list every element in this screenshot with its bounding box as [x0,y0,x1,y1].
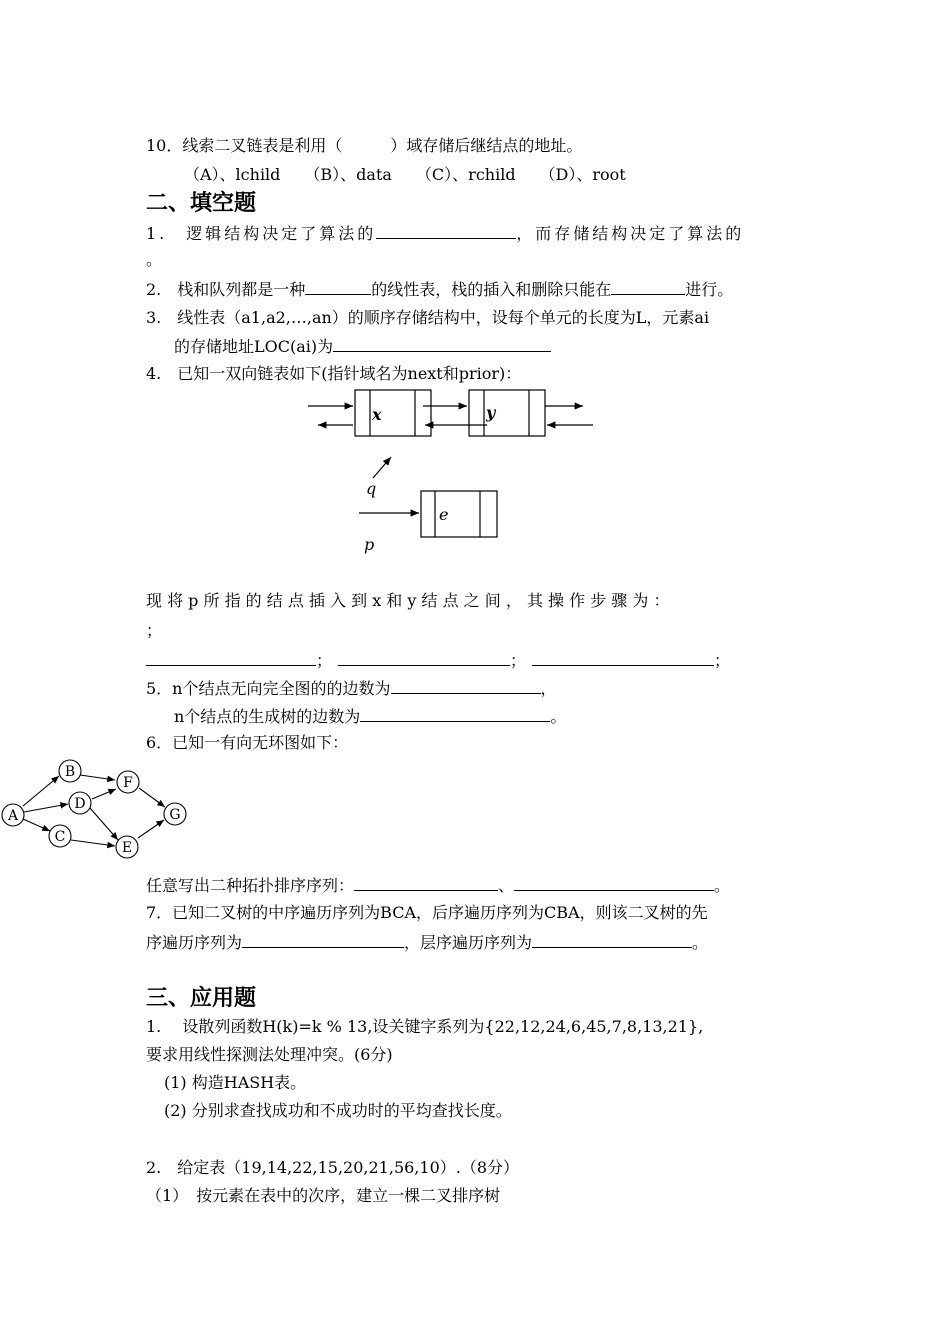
fill-q7-line1: 7．已知二叉树的中序遍历序列为BCA，后序遍历序列为CBA，则该二叉树的先 [146,903,708,922]
node-d-label: D [74,796,86,812]
app-q1-line1: 1. 设散列函数H(k)=k % 13,设关键字系列为{22,12,24,6,45,7,8,13,21}, [146,1017,704,1036]
answer-blank[interactable] [376,222,516,239]
fill-q4-desc: 现 将 p 所 指 的 结 点 插 入 到 x 和 y 结 点 之 间 ， 其 操 作 步 骤 为 ： [146,591,670,610]
q10-text: 10．线索二叉链表是利用（ ）域存储后继结点的地址。 [146,136,583,155]
answer-blank[interactable] [242,931,404,948]
answer-blank[interactable] [611,278,685,295]
fill-q4-blanks: ； ； ； [146,649,730,671]
node-a-label: A [7,808,19,824]
edge-b-f [80,775,115,780]
node-f-label: F [123,775,133,791]
edge-a-c [23,819,50,831]
fill-q4-semicolon: ； [146,621,163,640]
edge-e-g [138,820,164,838]
q10-options: （A）、lchild （B）、data （C）、rchild （D）、root [184,165,626,184]
edge-c-e [71,840,115,846]
label-p: p [364,535,375,554]
app-q2-line1: 2. 给定表（19,14,22,15,20,21,56,10）.（8分） [146,1158,520,1177]
fill-q6-answer: 任意写出二种拓扑排序序列： 、 。 [146,876,731,895]
node-g-label: G [169,807,181,823]
fill-q7-line2: 序遍历序列为 ，层序遍历序列为 。 [146,933,709,952]
answer-blank[interactable] [532,931,692,948]
label-q: q [366,479,377,498]
fill-q5-line1: 5．n个结点无向完全图的的边数为 ， [146,679,557,698]
app-q1-part2: (2) 分别求查找成功和不成功时的平均查找长度。 [164,1101,512,1120]
fill-q1-end: 。 [146,250,163,269]
app-q1-line2: 要求用线性探测法处理冲突。(6分) [146,1045,393,1064]
fill-q6: 6．已知一有向无环图如下： [146,733,349,752]
edge-d-f [92,789,116,799]
section2-title: 二、填空题 [146,190,257,216]
answer-blank[interactable] [146,649,316,666]
answer-blank[interactable] [514,874,714,891]
node-x-label: x [372,405,382,424]
node-e-label: e [439,505,449,524]
node-y [469,390,545,436]
answer-blank[interactable] [391,677,541,694]
fill-q4: 4. 已知一双向链表如下(指针域名为next和prior)： [146,364,522,383]
app-q1-part1: (1) 构造HASH表。 [164,1073,307,1092]
node-y-label: y [486,403,496,422]
pointer-q-arrow [373,457,391,478]
answer-blank[interactable] [338,649,510,666]
answer-blank[interactable] [305,278,371,295]
node-e-label: E [121,840,133,856]
fill-q3-line2: 的存储地址LOC(ai)为 [174,335,551,357]
node-x [355,390,431,436]
fill-q1: 1. 逻辑结构决定了算法的 ，而存储结构决定了算法的 [146,224,745,243]
app-q2-part1: （1） 按元素在表中的次序，建立一棵二叉排序树 [146,1186,501,1205]
node-b-label: B [64,764,76,780]
linked-list-figure [300,380,610,560]
answer-blank[interactable] [532,649,714,666]
edge-f-g [139,788,165,807]
dag-figure [0,755,200,865]
edge-a-d [24,804,68,812]
section3-title: 三、应用题 [146,985,257,1011]
fill-q2: 2. 栈和队列都是一种 的线性表，栈的插入和删除只能在 进行。 [146,280,734,299]
fill-q5-line2: n个结点的生成树的边数为 。 [174,707,567,726]
answer-blank[interactable] [354,874,498,891]
node-e [421,491,497,537]
fill-q3-line1: 3. 线性表（a1,a2,…,an）的顺序存储结构中，设每个单元的长度为L，元素ai [146,308,710,327]
edge-a-b [23,776,59,806]
answer-blank[interactable] [333,335,551,352]
edge-d-e [90,808,118,840]
answer-blank[interactable] [360,705,550,722]
node-c-label: C [54,829,66,845]
